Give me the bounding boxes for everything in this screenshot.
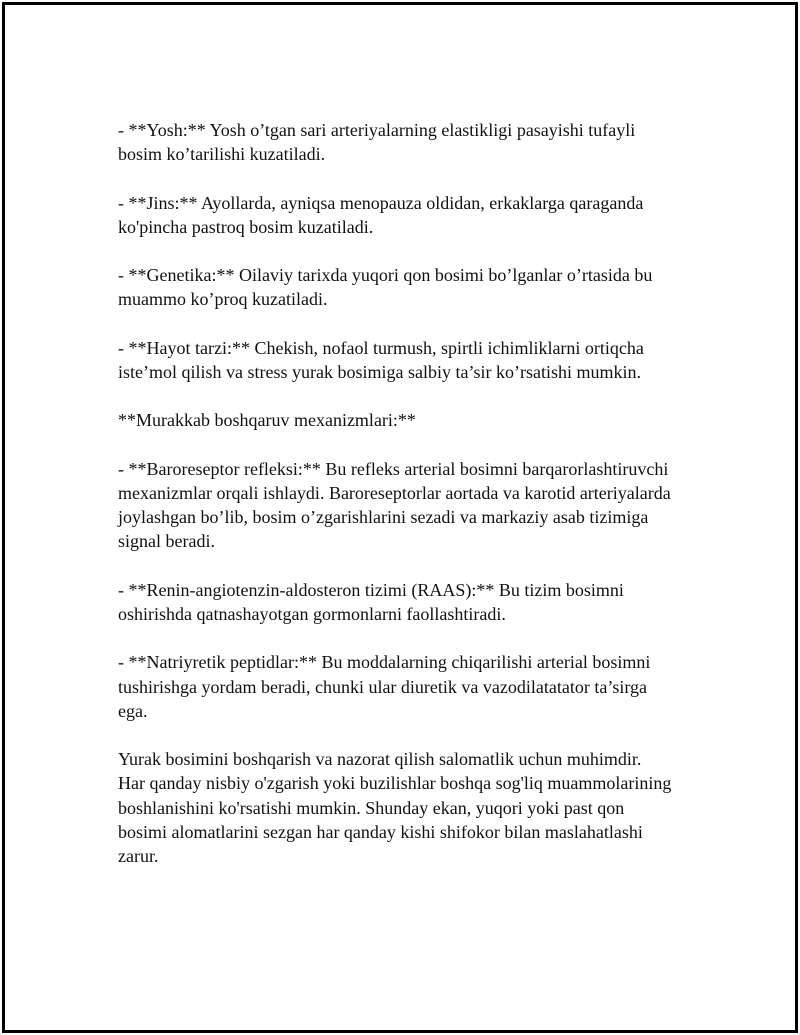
paragraph-natriyretik (118, 650, 758, 723)
text-line: ega. (118, 700, 148, 721)
section-heading (118, 408, 758, 432)
paragraph-hayot-tarzi (118, 336, 758, 384)
text-line: tushirishga yordam beradi, chunki ular diuretik va vazodilatatator ta’sirga (118, 676, 648, 697)
text-line: signal beradi. (118, 531, 215, 552)
document-body (118, 118, 758, 892)
text-line: - **Natriyretik peptidlar:** Bu moddalarning chiqarilishi arterial bosimni (118, 652, 651, 673)
text-line: **Murakkab boshqaruv mexanizmlari:** (118, 410, 416, 431)
text-line: - **Jins:** Ayollarda, ayniqsa menopauza oldidan, erkaklarga qaraganda (118, 192, 644, 213)
text-line: Yurak bosimini boshqarish va nazorat qilish salomatlik uchun muhimdir. (118, 749, 642, 770)
paragraph-yosh (118, 118, 758, 166)
text-line: - **Yosh:** Yosh o’tgan sari arteriyalarning elastikligi pasayishi tufayli (118, 120, 636, 140)
text-line: Har qanday nisbiy o'zgarish yoki buzilishlar boshqa sog'liq muammolarining (118, 773, 672, 794)
paragraph-raas (118, 578, 758, 626)
text-line: bosim ko’tarilishi kuzatiladi. (118, 144, 326, 165)
text-line: muammo ko’proq kuzatiladi. (118, 289, 328, 310)
text-line: bosimi alomatlarini sezgan har qanday kishi shifokor bilan maslahatlashi (118, 821, 643, 842)
paragraph-baroreseptor (118, 457, 758, 554)
text-line: joylashgan bo’lib, bosim o’zgarishlarini sezadi va markaziy asab tizimiga (118, 507, 649, 528)
text-line: boshlanishini ko'rsatishi mumkin. Shunday ekan, yuqori yoki past qon (118, 797, 625, 818)
text-line: - **Renin-angiotenzin-aldosteron tizimi (RAAS):** Bu tizim bosimni (118, 579, 624, 600)
text-line: - **Genetika:** Oilaviy tarixda yuqori qon bosimi bo’lganlar o’rtasida bu (118, 265, 653, 286)
paragraph-jins (118, 191, 758, 239)
paragraph-genetika (118, 263, 758, 311)
text-line: - **Hayot tarzi:** Chekish, nofaol turmush, spirtli ichimliklarni ortiqcha (118, 337, 644, 358)
text-line: ko'pincha pastroq bosim kuzatiladi. (118, 216, 374, 237)
text-line: oshirishda qatnashayotgan gormonlarni faollashtiradi. (118, 603, 506, 624)
text-line: - **Baroreseptor refleksi:** Bu refleks arterial bosimni barqarorlashtiruvchi (118, 458, 669, 479)
text-line: iste’mol qilish va stress yurak bosimiga salbiy ta’sir ko’rsatishi mumkin. (118, 361, 641, 382)
paragraph-conclusion (118, 747, 758, 868)
text-line: zarur. (118, 845, 159, 866)
text-line: mexanizmlar orqali ishlaydi. Baroreseptorlar aortada va karotid arteriyalarda (118, 482, 671, 503)
